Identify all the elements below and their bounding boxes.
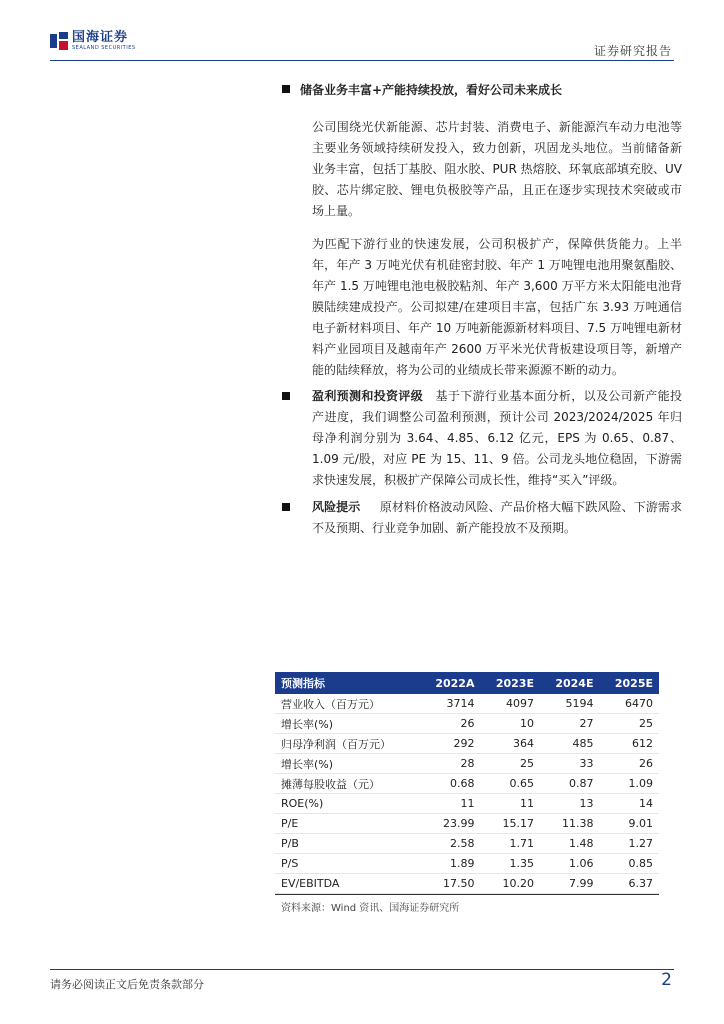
reserve-title: 储备业务丰富+产能持续投放，看好公司未来成长 [300,83,563,97]
table-row-label: ROE(%) [275,794,420,814]
risk-body: 原材料价格波动风险、产品价格大幅下跌风险、下游需求不及预期、行业竞争加剧、新产能投放不及预期。 [312,500,682,535]
report-type-label: 证券研究报告 [593,44,672,58]
table-cell: 1.06 [540,854,600,874]
table-row [275,714,659,734]
page-header [0,0,724,64]
bullet-square-icon [282,503,290,511]
forecast-section [282,386,682,491]
table-cell: 23.99 [420,814,481,834]
table-cell: 14 [599,794,659,814]
page-number: 2 [661,970,672,990]
table-cell: 612 [599,734,659,754]
table-row-label: EV/EBITDA [275,874,420,894]
table-cell: 5194 [540,694,600,714]
table-header-cell: 2024E [555,676,594,690]
forecast-body: 基于下游行业基本面分析，以及公司新产能投产进度，我们调整公司盈利预测，预计公司 2023/2024/2025 年归母净利润分别为 3.64、4.85、6.12 亿元，EPS 为 0.65、0.87、1.09 元/股，对应 PE 为 15、11、9 倍。公司龙头地位稳固，下游需求快速发展，积极扩产保障公司成长性，维持“买入”评级。 [312,389,682,487]
table-cell: 3714 [420,694,481,714]
table-row [275,834,659,854]
table-cell: 6.37 [599,874,659,894]
table-row-label: 增长率(%) [275,714,420,734]
risk-title: 风险提示 [312,500,361,514]
forecast-paragraph [312,386,682,491]
table-cell: 1.09 [599,774,659,794]
table-cell: 11.38 [540,814,600,834]
table-cell: 0.68 [420,774,481,794]
table-cell: 4097 [480,694,540,714]
table-cell: 15.17 [480,814,540,834]
table-cell: 11 [480,794,540,814]
table-cell: 1.89 [420,854,481,874]
table-header-cell: 2025E [614,676,653,690]
table-cell: 10 [480,714,540,734]
table-cell: 28 [420,754,481,774]
risk-paragraph [312,497,682,539]
table-cell: 6470 [599,694,659,714]
table-row-label: P/B [275,834,420,854]
bullet-square-icon [282,392,290,400]
table-row [275,694,659,714]
risk-section [282,497,682,539]
table-row [275,814,659,834]
reserve-paragraph-2: 为匹配下游行业的快速发展，公司积极扩产，保障供货能力。上半年，年产 3 万吨光伏有机硅密封胶、年产 1 万吨锂电池用聚氨酯胶、年产 1.5 万吨锂电池电极胶粘剂、年产 3,600 万平方米太阳能电池背膜陆续建成投产。公司拟建/在建项目丰富，包括广东 3.93 万吨通信电子新材料项目、年产 10 万吨新能源新材料项目、7.5 万吨锂电新材料产业园项目及越南年产 2600 万平米光伏背板建设项目等，新增产能的陆续释放，将为公司的业绩成长带来源源不断的动力。 [312,237,682,377]
company-logo [50,31,136,51]
table-cell: 27 [540,714,600,734]
table-cell: 26 [420,714,481,734]
table-row-label: 营业收入（百万元） [275,694,420,714]
table-header-cell: 2023E [495,676,534,690]
table-cell: 0.65 [480,774,540,794]
table-cell: 26 [599,754,659,774]
table-row-label: 摊薄每股收益（元） [275,774,420,794]
logo-text-en: SEALAND SECURITIES [72,45,136,51]
table-cell: 9.01 [599,814,659,834]
reserve-paragraph-1: 公司围绕光伏新能源、芯片封装、消费电子、新能源汽车动力电池等主要业务领域持续研发投入，致力创新，巩固龙头地位。当前储备新业务丰富，包括丁基胶、阻水胶、PUR 热熔胶、环氧底部填充胶、UV 胶、芯片绑定胶、锂电负极胶等产品，且正在逐步实现技术突破或市场上量。 [312,120,682,218]
reserve-section [282,80,682,381]
table-cell: 33 [540,754,600,774]
table-cell: 13 [540,794,600,814]
table-row [275,754,659,774]
table-bottom-rule [275,894,659,895]
table-cell: 485 [540,734,600,754]
table-header-cell: 2022A [435,676,475,690]
table-row-label: 归母净利润（百万元） [275,734,420,754]
logo-text-cn: 国海证券 [72,30,129,45]
reserve-heading [282,80,682,101]
table-cell: 1.27 [599,834,659,854]
footer-disclaimer: 请务必阅读正文后免责条款部分 [50,978,204,991]
table-cell: 1.71 [480,834,540,854]
table-row [275,854,659,874]
table-row-label: P/S [275,854,420,874]
table-cell: 25 [599,714,659,734]
header-divider [50,60,674,61]
table-cell: 11 [420,794,481,814]
forecast-title: 盈利预测和投资评级 [312,389,424,403]
table-cell: 25 [480,754,540,774]
bullet-square-icon [282,85,290,93]
table-cell: 2.58 [420,834,481,854]
table-row-label: P/E [275,814,420,834]
footer-divider [50,969,674,970]
table-cell: 1.35 [480,854,540,874]
table-cell: 292 [420,734,481,754]
forecast-table [275,672,659,894]
table-cell: 10.20 [480,874,540,894]
table-cell: 7.99 [540,874,600,894]
table-header-row [275,672,659,694]
table-cell: 17.50 [420,874,481,894]
table-cell: 0.85 [599,854,659,874]
table-row [275,734,659,754]
logo-mark-icon [50,32,68,50]
table-cell: 0.87 [540,774,600,794]
table-cell: 1.48 [540,834,600,854]
table-header-cell: 预测指标 [281,677,325,690]
forecast-table-wrapper [275,672,659,914]
table-source: 资料来源：Wind 资讯、国海证券研究所 [281,903,460,914]
table-row [275,774,659,794]
table-row [275,874,659,894]
table-cell: 364 [480,734,540,754]
table-row-label: 增长率(%) [275,754,420,774]
table-row [275,794,659,814]
